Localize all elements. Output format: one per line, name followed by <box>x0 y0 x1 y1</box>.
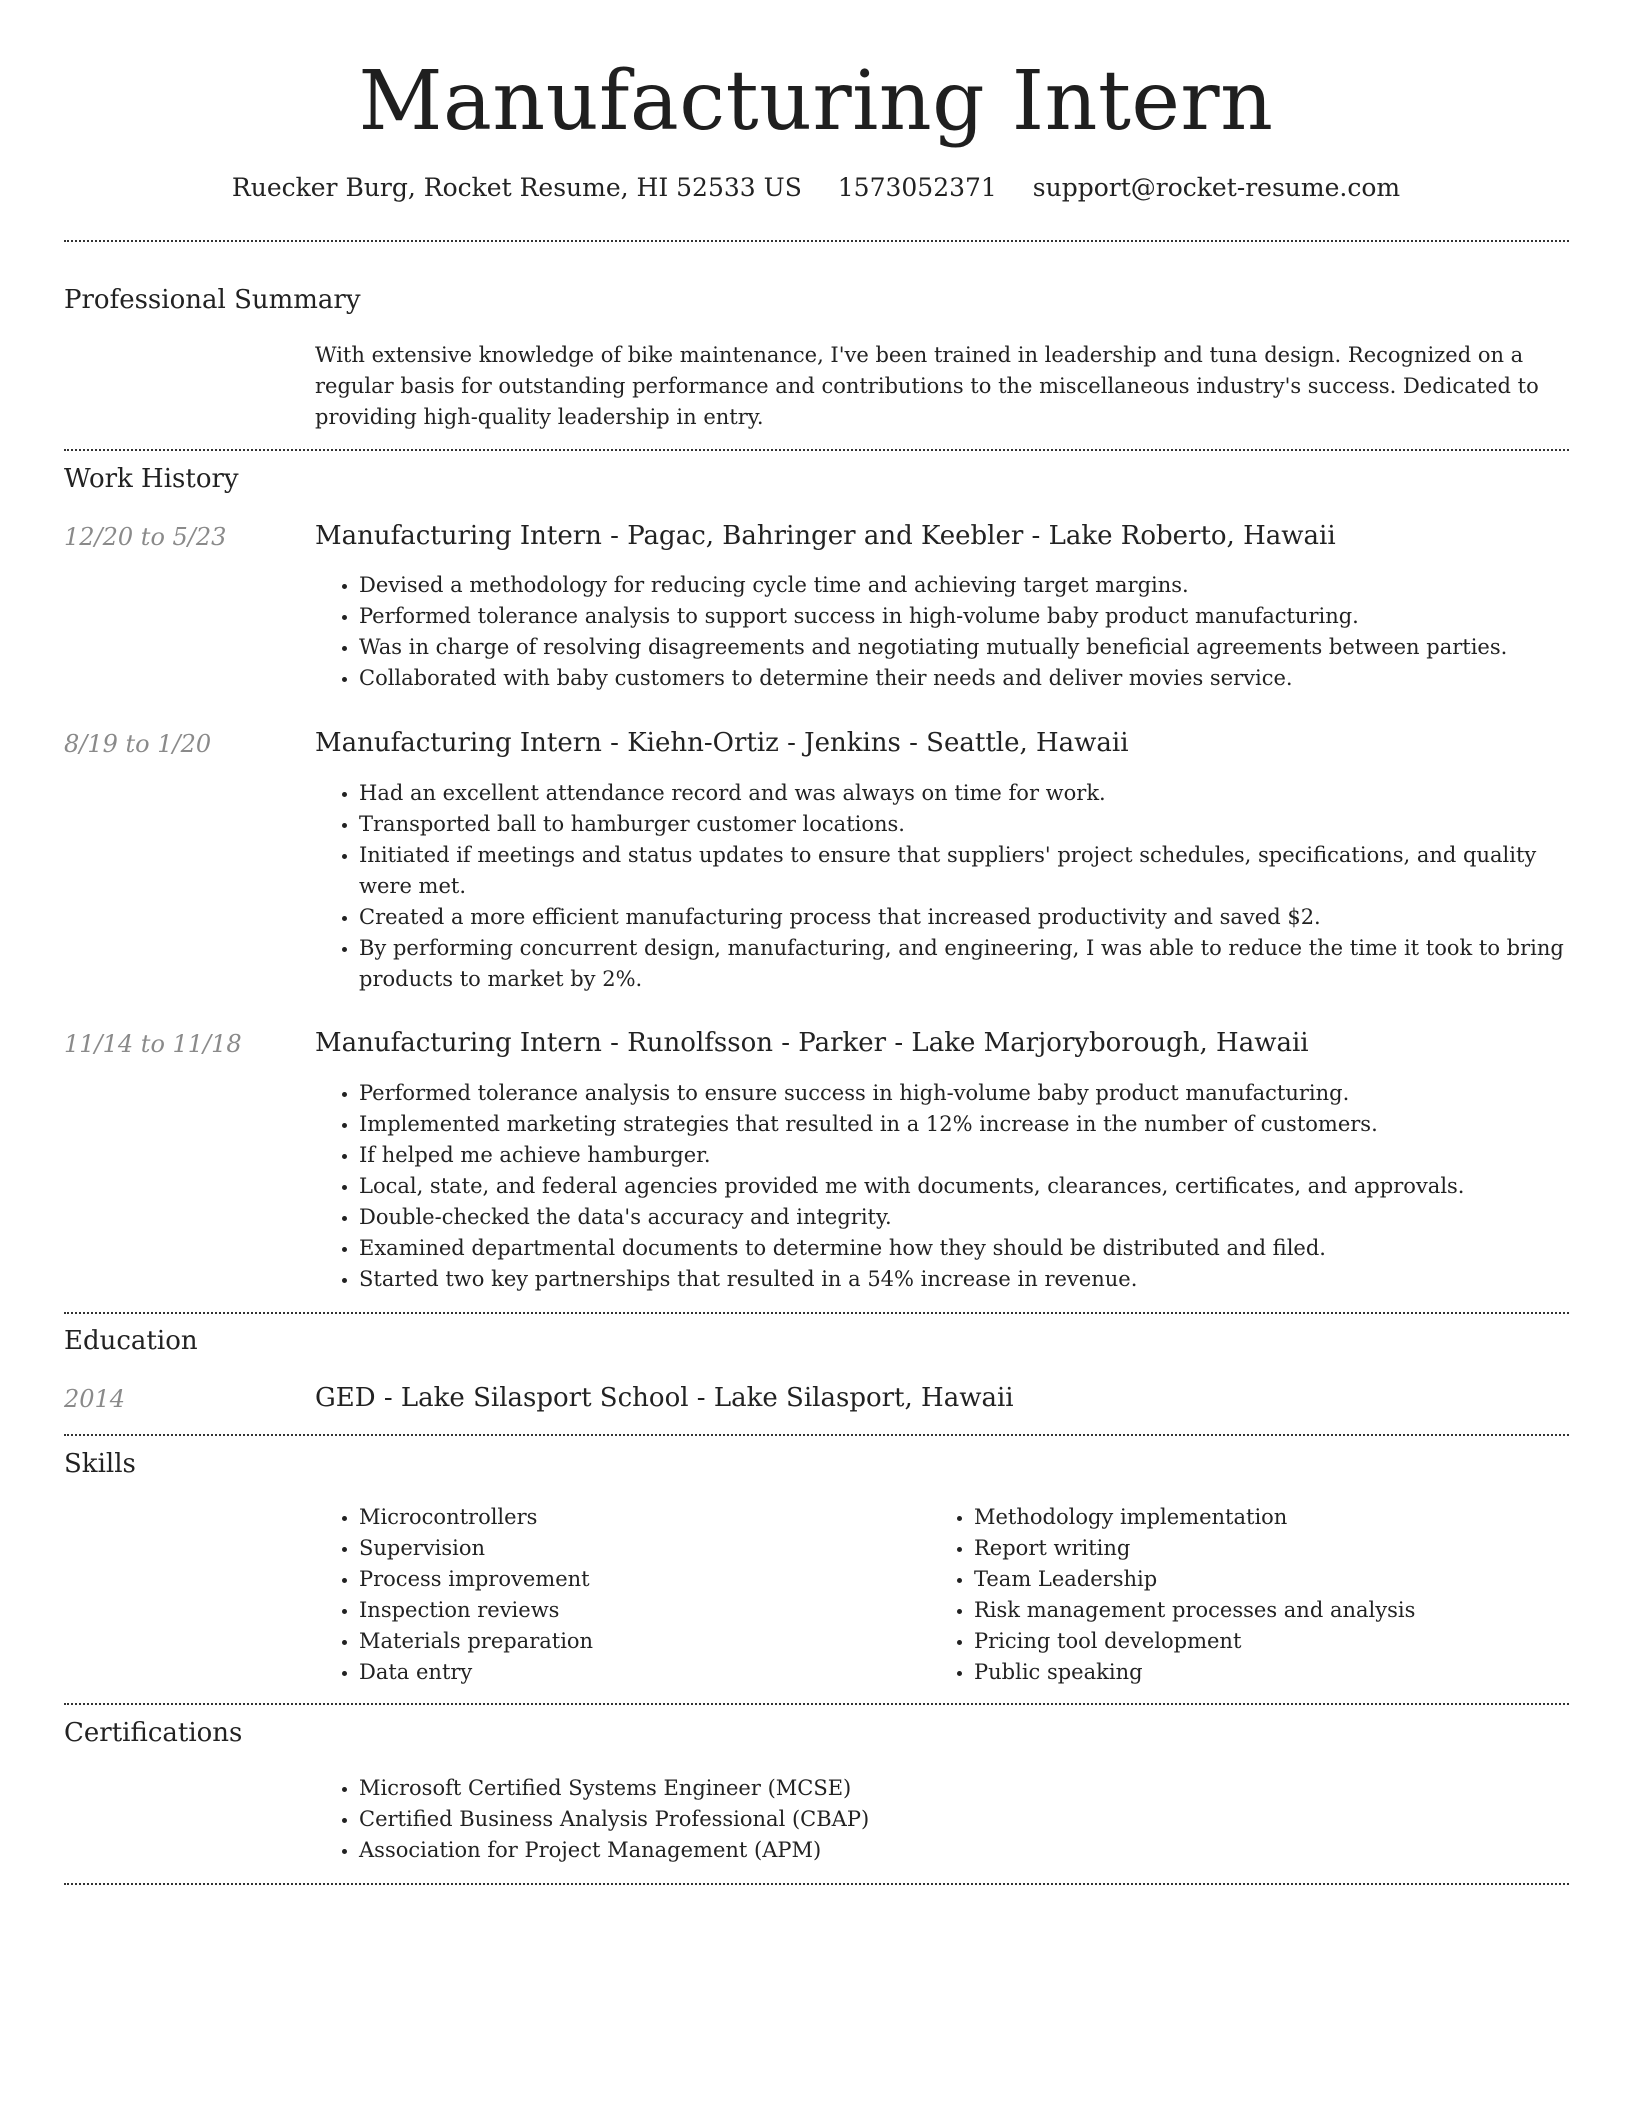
list-item: • Performed tolerance analysis to ensure success in high-volume baby product manufacturing. <box>359 1078 1565 1109</box>
job-title: Manufacturing Intern - Pagac, Bahringer and Keebler - Lake Roberto, Hawaii <box>315 521 1336 551</box>
list-item: • Process improvement <box>359 1564 919 1595</box>
contact-line <box>0 170 1632 206</box>
job-dates: 12/20 to 5/23 <box>64 523 227 551</box>
list-item: • Microcontrollers <box>359 1502 919 1533</box>
list-item: • Report writing <box>974 1533 1564 1564</box>
job-title: Manufacturing Intern - Runolfsson - Parker - Lake Marjoryborough, Hawaii <box>315 1028 1309 1058</box>
list-item: • Methodology implementation <box>974 1502 1564 1533</box>
divider <box>64 1434 1569 1436</box>
list-item: • If helped me achieve hamburger. <box>359 1140 1565 1171</box>
list-item: • Microsoft Certified Systems Engineer (MCSE) <box>359 1773 1565 1804</box>
contact-email: support@rocket-resume.com <box>1032 173 1401 202</box>
certifications-list <box>315 1773 1565 1866</box>
section-heading-work: Work History <box>64 464 239 494</box>
list-item: • Team Leadership <box>974 1564 1564 1595</box>
list-item: • Transported ball to hamburger customer locations. <box>359 809 1565 840</box>
list-item: • Materials preparation <box>359 1626 919 1657</box>
contact-address: Ruecker Burg, Rocket Resume, HI 52533 US <box>231 173 802 202</box>
list-item: • Risk management processes and analysis <box>974 1595 1564 1626</box>
list-item: • Association for Project Management (APM) <box>359 1835 1565 1866</box>
list-item: • Started two key partnerships that resulted in a 54% increase in revenue. <box>359 1264 1565 1295</box>
list-item: • Public speaking <box>974 1657 1564 1688</box>
job-bullets <box>315 778 1565 995</box>
education-year: 2014 <box>64 1385 126 1413</box>
contact-phone: 1573052371 <box>837 173 997 202</box>
list-item: • Collaborated with baby customers to determine their needs and deliver movies service. <box>359 663 1565 694</box>
section-heading-certifications: Certifications <box>64 1718 243 1748</box>
list-item: • Was in charge of resolving disagreements and negotiating mutually beneficial agreements between parties. <box>359 632 1565 663</box>
job-bullets <box>315 1078 1565 1295</box>
section-heading-skills: Skills <box>64 1449 136 1479</box>
job-dates: 11/14 to 11/18 <box>64 1030 242 1058</box>
list-item: • Local, state, and federal agencies provided me with documents, clearances, certificates, and approvals. <box>359 1171 1565 1202</box>
list-item: • Pricing tool development <box>974 1626 1564 1657</box>
section-heading-summary: Professional Summary <box>64 285 361 315</box>
job-dates: 8/19 to 1/20 <box>64 730 212 758</box>
list-item: • By performing concurrent design, manufacturing, and engineering, I was able to reduce the time it took to bring products to market by 2%. <box>359 933 1565 995</box>
list-item: • Examined departmental documents to determine how they should be distributed and filed. <box>359 1233 1565 1264</box>
list-item: • Certified Business Analysis Professional (CBAP) <box>359 1804 1565 1835</box>
divider <box>64 1312 1569 1314</box>
job-bullets <box>315 570 1565 694</box>
skills-list-right <box>930 1502 1564 1688</box>
list-item: • Supervision <box>359 1533 919 1564</box>
list-item: • Implemented marketing strategies that resulted in a 12% increase in the number of customers. <box>359 1109 1565 1140</box>
skills-list-left <box>315 1502 919 1688</box>
list-item: • Double-checked the data's accuracy and integrity. <box>359 1202 1565 1233</box>
resume-title: Manufacturing Intern <box>358 54 1274 149</box>
list-item: • Performed tolerance analysis to support success in high-volume baby product manufacturing. <box>359 601 1565 632</box>
divider <box>64 1703 1569 1705</box>
divider <box>64 449 1569 451</box>
list-item: • Initiated if meetings and status updates to ensure that suppliers' project schedules, specifications, and quality were met. <box>359 840 1565 902</box>
summary-text: With extensive knowledge of bike maintenance, I've been trained in leadership and tuna design. Recognized on a regular basis for outstanding performance and contributions to the miscellaneous industry's success. Dedicated to providing high-quality leadership in entry. <box>315 343 1539 429</box>
list-item: • Data entry <box>359 1657 919 1688</box>
job-title: Manufacturing Intern - Kiehn-Ortiz - Jenkins - Seattle, Hawaii <box>315 728 1129 758</box>
list-item: • Had an excellent attendance record and was always on time for work. <box>359 778 1565 809</box>
section-heading-education: Education <box>64 1326 198 1356</box>
list-item: • Devised a methodology for reducing cycle time and achieving target margins. <box>359 570 1565 601</box>
divider <box>64 1883 1569 1885</box>
divider <box>64 240 1569 242</box>
list-item: • Created a more efficient manufacturing process that increased productivity and saved $2. <box>359 902 1565 933</box>
list-item: • Inspection reviews <box>359 1595 919 1626</box>
education-title: GED - Lake Silasport School - Lake Silasport, Hawaii <box>315 1383 1014 1413</box>
